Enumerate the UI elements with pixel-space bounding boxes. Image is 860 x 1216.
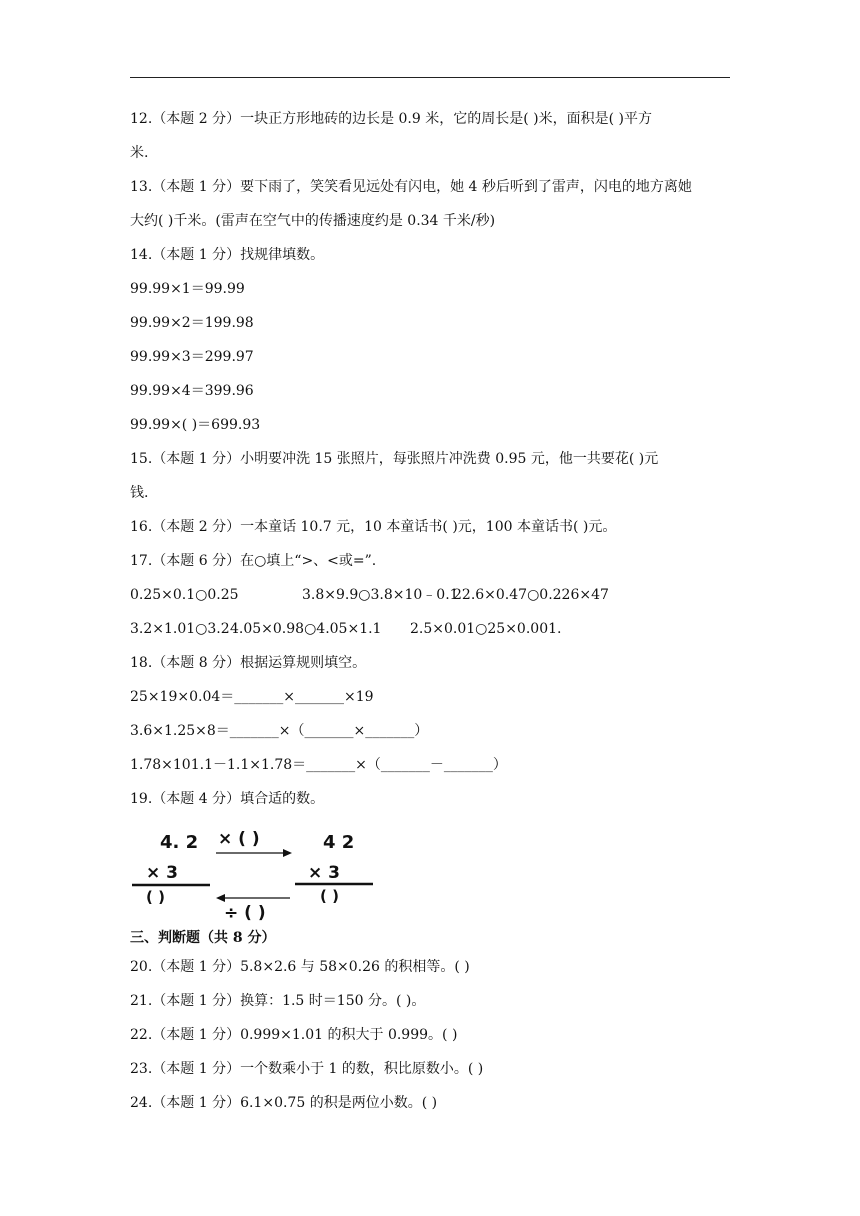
- question-15-line2: 钱.: [130, 485, 149, 501]
- question-14-row: 99.99×1＝99.99: [130, 281, 245, 297]
- figure-mult-right: × 3: [308, 863, 340, 883]
- question-19-title: 19.（本题 4 分）填合适的数。: [130, 791, 325, 807]
- question-14-row: 99.99×2＝199.98: [130, 315, 254, 331]
- section-3-heading: 三、判断题（共 8 分）: [130, 930, 276, 946]
- question-18-title: 18.（本题 8 分）根据运算规则填空。: [130, 655, 367, 671]
- left-arrow-head-icon: [216, 894, 225, 902]
- judge-question: 23.（本题 1 分）一个数乘小于 1 的数，积比原数小。( ): [130, 1061, 484, 1077]
- right-arrow-head-icon: [283, 849, 292, 857]
- figure-arrow-bottom-label: ÷ ( ): [224, 903, 266, 922]
- question-14-row: 99.99×3＝299.97: [130, 349, 254, 365]
- question-18-row: 25×19×0.04＝_______×_______×19: [130, 689, 374, 705]
- question-17-item: 0.25×0.1○0.25: [130, 587, 239, 603]
- figure-top-right: 4 2: [323, 832, 355, 853]
- judge-question: 24.（本题 1 分）6.1×0.75 的积是两位小数。( ): [130, 1095, 438, 1111]
- multiplication-figure: [130, 822, 375, 922]
- header-rule: [130, 77, 730, 78]
- question-17-item: 2.5×0.01○25×0.001.: [410, 621, 562, 637]
- question-18-row: 1.78×101.1－1.1×1.78＝_______×（_______－_______）: [130, 757, 507, 773]
- question-17-item: 3.8×9.9○3.8×10﹣0.1: [302, 587, 459, 603]
- question-14-title: 14.（本题 1 分）找规律填数。: [130, 247, 325, 263]
- question-17-title: 17.（本题 6 分）在○填上“>、<或=”.: [130, 553, 377, 569]
- figure-top-left: 4. 2: [160, 832, 199, 853]
- question-12-line2: 米.: [130, 145, 149, 161]
- question-13-line2: 大约( )千米。(雷声在空气中的传播速度约是 0.34 千米/秒): [130, 213, 496, 229]
- question-18-row: 3.6×1.25×8＝_______×（_______×_______）: [130, 723, 429, 739]
- figure-arrow-top-label: × ( ): [218, 829, 260, 849]
- figure-mult-left: × 3: [146, 863, 178, 883]
- judge-question: 20.（本题 1 分）5.8×2.6 与 58×0.26 的积相等。( ): [130, 959, 470, 975]
- judge-question: 22.（本题 1 分）0.999×1.01 的积大于 0.999。( ): [130, 1027, 458, 1043]
- question-17-item: 3.2×1.01○3.2: [130, 621, 230, 637]
- judge-question: 21.（本题 1 分）换算：1.5 时＝150 分。( )。: [130, 993, 426, 1009]
- question-14-row: 99.99×( )＝699.93: [130, 417, 261, 433]
- question-16-line1: 16.（本题 2 分）一本童话 10.7 元，10 本童话书( )元，100 本童话书( )元。: [130, 519, 617, 535]
- figure-paren-left: ( ): [146, 888, 165, 906]
- question-12-line1: 12.（本题 2 分）一块正方形地砖的边长是 0.9 米，它的周长是( )米，面积是( )平方: [130, 111, 652, 127]
- question-14-row: 99.99×4＝399.96: [130, 383, 254, 399]
- question-15-line1: 15.（本题 1 分）小明要冲洗 15 张照片，每张照片冲洗费 0.95 元，他一共要花( )元: [130, 451, 659, 467]
- question-17-item: 22.6×0.47○0.226×47: [453, 587, 609, 603]
- question-13-line1: 13.（本题 1 分）要下雨了，笑笑看见远处有闪电，她 4 秒后听到了雷声，闪电的地方离她: [130, 179, 692, 195]
- question-17-item: 4.05×0.98○4.05×1.1: [230, 621, 382, 637]
- figure-paren-right: ( ): [320, 887, 339, 905]
